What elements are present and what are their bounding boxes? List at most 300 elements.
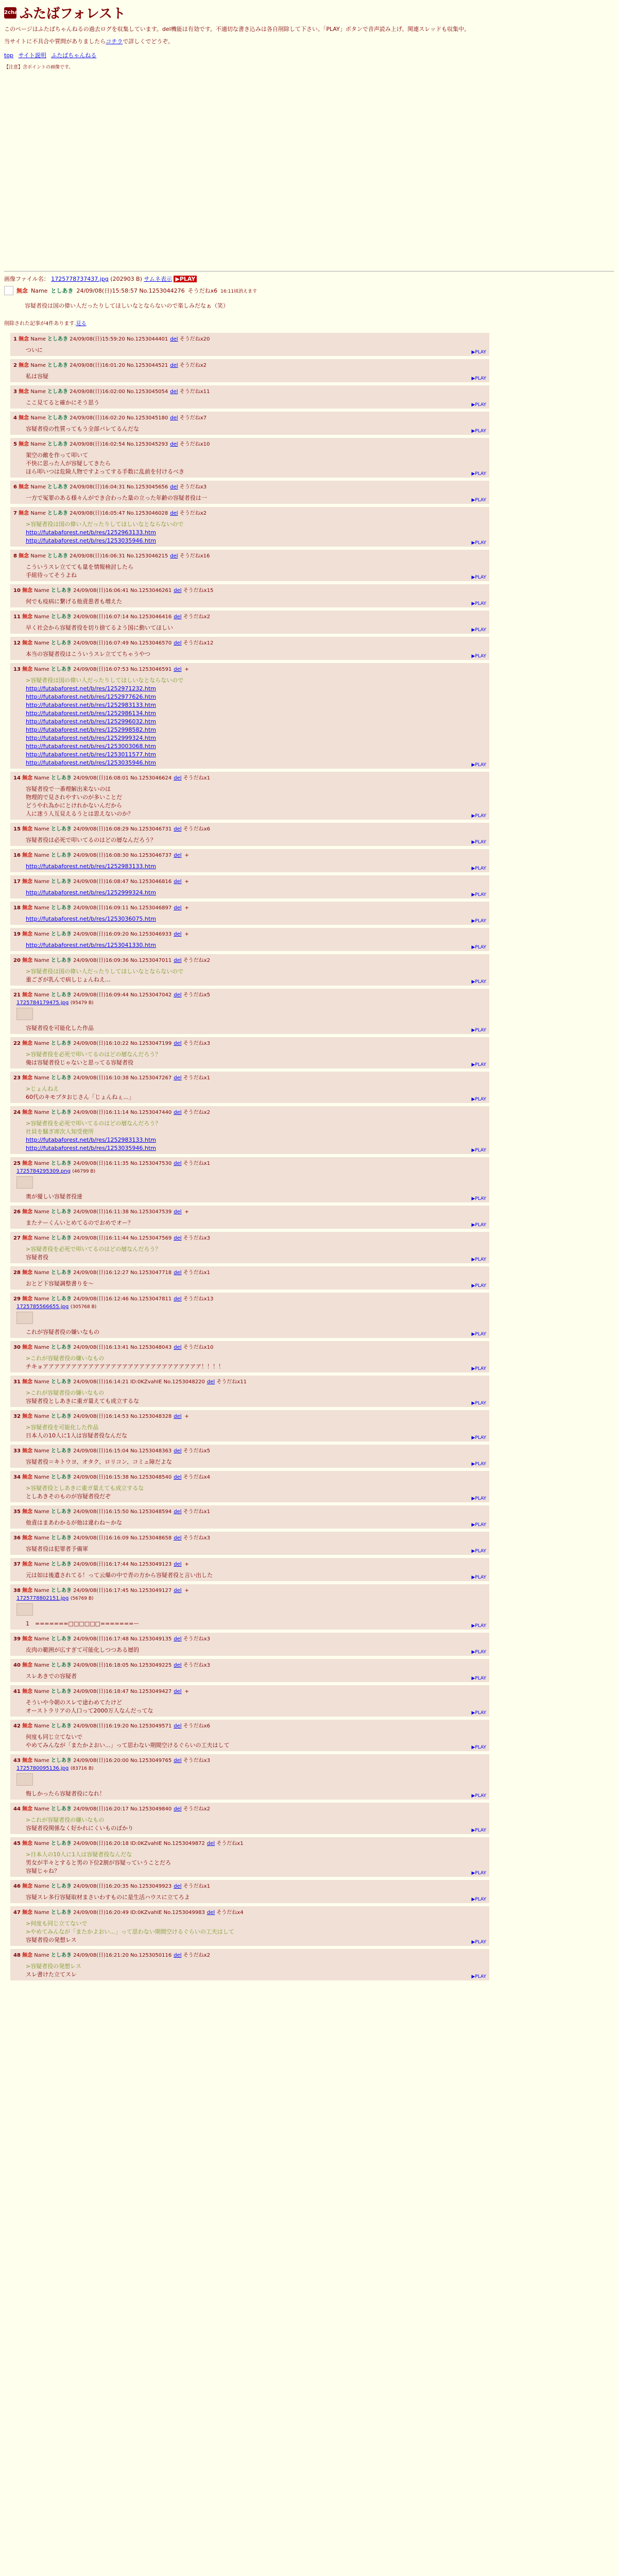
del-link[interactable]: del xyxy=(174,1110,182,1115)
post-file-link[interactable]: 1725785566655.jpg xyxy=(16,1304,69,1310)
soudane-plus-icon[interactable]: + xyxy=(184,1562,189,1567)
post-play-button[interactable]: ▶PLAY xyxy=(471,575,486,580)
post-file-link[interactable]: 1725778802151.jpg xyxy=(16,1596,69,1601)
del-link[interactable]: del xyxy=(174,1562,182,1567)
del-link[interactable]: del xyxy=(174,992,182,998)
soudane-button[interactable]: そうだねx3 xyxy=(183,1758,210,1764)
post-quote-line: >容疑者役は国の偉い人だったりしてほしいなとならないので xyxy=(26,968,184,975)
post-name-label: Name xyxy=(34,1562,49,1567)
post-name: としあき xyxy=(51,775,72,781)
post-index: 16 xyxy=(13,853,21,858)
post-meta: 24/09/08(日)16:20:00 No.1253049765 xyxy=(73,1758,172,1764)
del-link[interactable]: del xyxy=(170,553,178,559)
post-subject: 無念 xyxy=(22,1562,33,1567)
post-url-link[interactable]: http://futabaforest.net/b/res/1252999324.htm xyxy=(26,735,156,741)
post-subject: 無念 xyxy=(19,363,29,368)
thread xyxy=(4,271,614,1980)
post-play-button[interactable]: ▶PLAY xyxy=(471,628,486,633)
post-index: 3 xyxy=(13,389,17,395)
post-name-label: Name xyxy=(34,1075,49,1081)
post-text-line: どうやれ為かにとけれかないんだから xyxy=(26,802,122,809)
post-body xyxy=(26,624,486,632)
op-soudane[interactable]: そうだねx6 xyxy=(187,287,218,294)
soudane-plus-icon[interactable]: + xyxy=(184,931,189,937)
soudane-button[interactable]: そうだねx7 xyxy=(179,415,207,421)
post-url-link[interactable]: http://futabaforest.net/b/res/1252983133.htm xyxy=(26,863,156,870)
post-play-button[interactable]: ▶PLAY xyxy=(471,1676,486,1681)
post-text-line: 俺は容疑者役じゃないと思ってる容疑者役 xyxy=(26,1059,133,1066)
reply-post xyxy=(10,1720,489,1751)
nav-about-link[interactable]: サイト説明 xyxy=(18,52,46,59)
soudane-button[interactable]: そうだねx1 xyxy=(183,1161,210,1166)
soudane-button[interactable]: そうだねx2 xyxy=(183,1110,210,1115)
post-thumbnail[interactable] xyxy=(16,1312,33,1324)
post-quote-line: >これが容疑者役の嫌いなもの xyxy=(26,1355,105,1362)
post-text-line: 人に迷う人互見えるうとは思えないのか？ xyxy=(26,810,133,817)
del-link[interactable]: del xyxy=(174,1414,182,1419)
post-text-line: オーストラリアの人口って2000万人なんだってな xyxy=(26,1707,153,1714)
del-link[interactable]: del xyxy=(174,905,182,911)
post-text-line: 60代のキモプタおじさん「じょんねぇ...」 xyxy=(26,1094,134,1100)
post-meta: 24/09/08(日)16:07:49 No.1253046570 xyxy=(73,640,172,646)
del-link[interactable]: del xyxy=(174,1075,182,1081)
reply-post xyxy=(10,1837,489,1877)
post-name: としあき xyxy=(51,931,72,937)
post-header xyxy=(13,1343,486,1350)
post-play-button[interactable]: ▶PLAY xyxy=(471,762,486,768)
post-index: 36 xyxy=(13,1535,21,1541)
soudane-button[interactable]: そうだねx1 xyxy=(183,1075,210,1081)
post-index: 41 xyxy=(13,1689,21,1694)
del-link[interactable]: del xyxy=(170,336,178,342)
post-meta: 24/09/08(日)16:13:41 No.1253048043 xyxy=(73,1345,172,1350)
post-name: としあき xyxy=(51,1075,72,1081)
soudane-button[interactable]: そうだねx2 xyxy=(183,614,210,620)
post-play-button[interactable]: ▶PLAY xyxy=(471,471,486,477)
post-url-link[interactable]: http://futabaforest.net/b/res/1252983133.htm xyxy=(26,702,156,708)
op-thumbnail[interactable] xyxy=(4,286,13,295)
soudane-button[interactable]: そうだねx3 xyxy=(183,1663,210,1668)
post-url-link[interactable]: http://futabaforest.net/b/res/1253011577.htm xyxy=(26,751,156,758)
post-name-label: Name xyxy=(34,775,49,781)
soudane-button[interactable]: そうだねx20 xyxy=(179,336,210,342)
post-meta: 24/09/08(日)16:15:50 No.1253048594 xyxy=(73,1509,172,1515)
post-header xyxy=(13,1560,486,1567)
del-link[interactable]: del xyxy=(174,1509,182,1515)
reply-post xyxy=(10,1037,489,1069)
soudane-button[interactable]: そうだねx2 xyxy=(179,363,207,368)
post-name-label: Name xyxy=(34,1535,49,1541)
del-link[interactable]: del xyxy=(174,1663,182,1668)
post-play-button[interactable]: ▶PLAY xyxy=(471,654,486,659)
del-link[interactable]: del xyxy=(174,1209,182,1215)
soudane-button[interactable]: そうだねx13 xyxy=(183,1296,214,1302)
post-meta: 24/09/08(日)16:08:29 No.1253046731 xyxy=(73,826,172,832)
post-url-link[interactable]: http://futabaforest.net/b/res/1253036075.htm xyxy=(26,916,156,922)
del-link[interactable]: del xyxy=(174,853,182,858)
post-quote-line: 社員を騒ぎ席次人知受使所 xyxy=(26,1128,94,1135)
post-url-link[interactable]: http://futabaforest.net/b/res/1252998582.htm xyxy=(26,726,156,733)
del-link[interactable]: del xyxy=(174,826,182,832)
post-thumbnail[interactable] xyxy=(16,1603,33,1616)
soudane-button[interactable]: そうだねx2 xyxy=(183,1953,210,1958)
post-name: としあき xyxy=(51,992,72,998)
show-deleted-link[interactable]: 見る xyxy=(76,321,87,327)
post-name-label: Name xyxy=(34,1953,49,1958)
post-meta: 24/09/08(日)16:02:54 No.1253045293 xyxy=(70,442,168,447)
post-play-button[interactable]: ▶PLAY xyxy=(471,1097,486,1102)
del-link[interactable]: del xyxy=(207,1379,215,1385)
post-play-button[interactable]: ▶PLAY xyxy=(471,1148,486,1153)
soudane-button[interactable]: そうだねx4 xyxy=(183,1475,210,1480)
del-link[interactable]: del xyxy=(174,1806,182,1812)
soudane-button[interactable]: そうだねx1 xyxy=(183,775,210,781)
nav-futaba-link[interactable]: ふたばちゃんねる xyxy=(51,52,97,59)
del-link[interactable]: del xyxy=(174,640,182,646)
post-name: としあき xyxy=(51,1235,72,1241)
post-play-button[interactable]: ▶PLAY xyxy=(471,376,486,381)
del-link[interactable]: del xyxy=(174,1296,182,1302)
post-file-line xyxy=(16,1303,486,1310)
post-url-link[interactable]: http://futabaforest.net/b/res/1253035946.htm xyxy=(26,1145,156,1151)
post-play-button[interactable]: ▶PLAY xyxy=(471,1549,486,1554)
soudane-button[interactable]: そうだねx3 xyxy=(183,1535,210,1541)
soudane-button[interactable]: そうだねx5 xyxy=(183,992,210,998)
post-header xyxy=(13,1233,486,1241)
post-index: 21 xyxy=(13,992,21,998)
post-body xyxy=(26,1893,486,1902)
del-link[interactable]: del xyxy=(174,958,182,963)
post-index: 1 xyxy=(13,336,17,342)
reply-post xyxy=(10,438,489,478)
post-play-button[interactable]: ▶PLAY xyxy=(471,1462,486,1467)
post-play-button[interactable]: ▶PLAY xyxy=(471,1283,486,1289)
soudane-button[interactable]: そうだねx11 xyxy=(179,389,210,395)
soudane-plus-icon[interactable]: + xyxy=(184,1588,189,1594)
post-url-link[interactable]: http://futabaforest.net/b/res/1253041330.htm xyxy=(26,942,156,948)
post-play-button[interactable]: ▶PLAY xyxy=(471,1828,486,1833)
site-logo[interactable] xyxy=(4,3,614,22)
post-url-link[interactable]: http://futabaforest.net/b/res/1252963133.htm xyxy=(26,529,156,536)
del-link[interactable]: del xyxy=(174,1041,182,1046)
del-link[interactable]: del xyxy=(170,484,178,490)
del-link[interactable]: del xyxy=(174,588,182,594)
del-link[interactable]: del xyxy=(170,415,178,421)
soudane-button[interactable]: そうだねx10 xyxy=(179,442,210,447)
op-file-link[interactable]: 1725778737437.jpg xyxy=(51,276,109,282)
post-play-button[interactable]: ▶PLAY xyxy=(471,402,486,408)
post-meta: 24/09/08(日)16:06:41 No.1253046261 xyxy=(73,588,172,594)
post-play-button[interactable]: ▶PLAY xyxy=(471,1575,486,1580)
post-subject: 無念 xyxy=(22,1379,33,1385)
post-file-line xyxy=(16,1765,486,1771)
post-subject: 無念 xyxy=(22,992,33,998)
post-name-label: Name xyxy=(34,826,49,832)
post-subject: 無念 xyxy=(22,958,33,963)
post-url-link[interactable]: http://futabaforest.net/b/res/1252983133.htm xyxy=(26,1137,156,1143)
post-play-button[interactable]: ▶PLAY xyxy=(471,350,486,355)
soudane-button[interactable]: そうだねx3 xyxy=(179,484,207,490)
play-button[interactable]: ▶PLAY xyxy=(174,276,197,282)
post-name-label: Name xyxy=(34,879,49,885)
post-file-link[interactable]: 1725784295309.png xyxy=(16,1168,71,1174)
post-thumbnail[interactable] xyxy=(16,1773,33,1786)
del-link[interactable]: del xyxy=(207,1910,215,1916)
soudane-button[interactable]: そうだねx4 xyxy=(216,1910,244,1916)
soudane-button[interactable]: そうだねx2 xyxy=(183,1806,210,1812)
op-thumb-toggle[interactable]: サムネ表示 xyxy=(144,276,172,282)
del-link[interactable]: del xyxy=(174,614,182,620)
post-play-button[interactable]: ▶PLAY xyxy=(471,1257,486,1262)
reply-post xyxy=(10,637,489,660)
del-link[interactable]: del xyxy=(174,1588,182,1594)
post-header xyxy=(13,361,486,368)
post-thumbnail[interactable] xyxy=(16,1008,33,1020)
del-link[interactable]: del xyxy=(170,389,178,395)
post-play-button[interactable]: ▶PLAY xyxy=(471,814,486,819)
post-play-button[interactable]: ▶PLAY xyxy=(471,1650,486,1655)
post-name: としあき xyxy=(51,1562,72,1567)
post-play-button[interactable]: ▶PLAY xyxy=(471,1028,486,1033)
post-name: としあき xyxy=(51,826,72,832)
del-link[interactable]: del xyxy=(174,1535,182,1541)
post-subject: 無念 xyxy=(22,826,33,832)
deleted-count-text: 削除された記事が4件あります. xyxy=(4,321,76,327)
post-header xyxy=(13,1207,486,1215)
post-text-line: 手組待ってそうよね xyxy=(26,572,77,579)
post-play-button[interactable]: ▶PLAY xyxy=(471,1223,486,1228)
del-link[interactable]: del xyxy=(170,442,178,447)
del-link[interactable]: del xyxy=(174,1953,182,1958)
soudane-button[interactable]: そうだねx16 xyxy=(179,553,210,559)
nav-top-link[interactable]: top xyxy=(4,52,14,59)
reply-post xyxy=(10,1803,489,1834)
soudane-plus-icon[interactable]: + xyxy=(184,1689,189,1694)
post-text-line: 早く社会から容疑者役を切り捨てるよう国に動いてほしい xyxy=(26,624,173,631)
post-play-button[interactable]: ▶PLAY xyxy=(471,601,486,606)
post-body xyxy=(26,1519,486,1527)
soudane-button[interactable]: そうだねx3 xyxy=(183,1235,210,1241)
post-subject: 無念 xyxy=(22,1884,33,1889)
soudane-button[interactable]: そうだねx1 xyxy=(183,1884,210,1889)
del-link[interactable]: del xyxy=(174,1884,182,1889)
post-subject: 無念 xyxy=(22,1270,33,1276)
post-play-button[interactable]: ▶PLAY xyxy=(471,1332,486,1337)
post-url-link[interactable]: http://futabaforest.net/b/res/1252977626.htm xyxy=(26,693,156,700)
post-play-button[interactable]: ▶PLAY xyxy=(471,1435,486,1440)
post-header xyxy=(13,851,486,858)
del-link[interactable]: del xyxy=(174,1235,182,1241)
del-link[interactable]: del xyxy=(174,1723,182,1729)
post-body xyxy=(26,1354,486,1371)
soudane-plus-icon[interactable]: + xyxy=(184,1209,189,1215)
post-url-link[interactable]: http://futabaforest.net/b/res/1252971232.htm xyxy=(26,685,156,692)
post-url-link[interactable]: http://futabaforest.net/b/res/1252986134.htm xyxy=(26,710,156,717)
del-link[interactable]: del xyxy=(174,879,182,885)
soudane-button[interactable]: そうだねx15 xyxy=(183,588,214,594)
post-name-label: Name xyxy=(30,415,46,421)
post-play-button[interactable]: ▶PLAY xyxy=(471,498,486,503)
post-url-link[interactable]: http://futabaforest.net/b/res/1252999324.htm xyxy=(26,889,156,896)
post-name: としあき xyxy=(51,1689,72,1694)
post-text-line: 男女が半々とすると男の下位2割が容疑っていうことだろ xyxy=(26,1859,171,1866)
post-header xyxy=(13,1412,486,1419)
soudane-button[interactable]: そうだねx10 xyxy=(183,1345,214,1350)
post-index: 35 xyxy=(13,1509,21,1515)
post-file-size: (46799 B) xyxy=(72,1169,96,1174)
post-body xyxy=(26,785,486,818)
post-play-button[interactable]: ▶PLAY xyxy=(471,1793,486,1799)
soudane-plus-icon[interactable]: + xyxy=(184,853,189,858)
post-play-button[interactable]: ▶PLAY xyxy=(471,1496,486,1501)
post-play-button[interactable]: ▶PLAY xyxy=(471,1522,486,1528)
post-url-link[interactable]: http://futabaforest.net/b/res/1253035946.htm xyxy=(26,759,156,766)
post-play-button[interactable]: ▶PLAY xyxy=(471,1062,486,1067)
soudane-button[interactable]: そうだねx12 xyxy=(183,640,214,646)
post-subject: 無念 xyxy=(19,484,29,490)
post-play-button[interactable]: ▶PLAY xyxy=(471,866,486,871)
reply-post xyxy=(10,1410,489,1442)
post-play-button[interactable]: ▶PLAY xyxy=(471,945,486,950)
post-play-button[interactable]: ▶PLAY xyxy=(471,1401,486,1406)
post-meta: 24/09/08(日)16:02:00 No.1253045054 xyxy=(70,389,168,395)
post-header xyxy=(13,1377,486,1385)
del-link[interactable]: del xyxy=(174,1636,182,1642)
post-play-button[interactable]: ▶PLAY xyxy=(471,1974,486,1979)
post-meta: 24/09/08(日)16:04:31 No.1253045656 xyxy=(70,484,168,490)
post-text-line: 容疑じゃね？ xyxy=(26,1868,60,1874)
post-subject: 無念 xyxy=(22,1509,33,1515)
post-name: としあき xyxy=(51,853,72,858)
del-link[interactable]: del xyxy=(174,667,182,672)
post-text-line: 1 =======□□□□□□=======ー xyxy=(26,1620,140,1627)
post-name: としあき xyxy=(51,1110,72,1115)
del-link[interactable]: del xyxy=(174,775,182,781)
post-text-line: 本当の容疑者役はこういうスレ立ててちゃうやつ xyxy=(26,651,150,657)
soudane-button[interactable]: そうだねx1 xyxy=(183,1509,210,1515)
post-url-link[interactable]: http://futabaforest.net/b/res/1252996032.htm xyxy=(26,718,156,725)
soudane-button[interactable]: そうだねx2 xyxy=(183,958,210,963)
soudane-button[interactable]: そうだねx5 xyxy=(183,1448,210,1454)
del-link[interactable]: del xyxy=(174,1689,182,1694)
post-name-label: Name xyxy=(34,1209,49,1215)
del-link[interactable]: del xyxy=(170,511,178,516)
post-play-button[interactable]: ▶PLAY xyxy=(471,1897,486,1902)
post-meta: 24/09/08(日)16:07:53 No.1253046591 xyxy=(73,667,172,672)
post-play-button[interactable]: ▶PLAY xyxy=(471,892,486,897)
post-play-button[interactable]: ▶PLAY xyxy=(471,979,486,985)
post-file-link[interactable]: 1725784179475.jpg xyxy=(16,1000,69,1006)
post-play-button[interactable]: ▶PLAY xyxy=(471,840,486,845)
soudane-plus-icon[interactable]: + xyxy=(184,667,189,672)
post-name-label: Name xyxy=(34,1110,49,1115)
post-body xyxy=(26,1423,486,1440)
post-play-button[interactable]: ▶PLAY xyxy=(471,1366,486,1371)
soudane-button[interactable]: そうだねx1 xyxy=(183,1270,210,1276)
post-subject: 無念 xyxy=(19,442,29,447)
post-url-link[interactable]: http://futabaforest.net/b/res/1253035946.htm xyxy=(26,537,156,544)
del-link[interactable]: del xyxy=(174,931,182,937)
post-play-button[interactable]: ▶PLAY xyxy=(471,1196,486,1201)
post-text-line: 容疑者役としあきに重ガ量えても成立するな xyxy=(26,1398,139,1404)
post-play-button[interactable]: ▶PLAY xyxy=(471,1940,486,1945)
post-name: としあき xyxy=(51,1758,72,1764)
post-play-button[interactable]: ▶PLAY xyxy=(471,429,486,434)
post-name-label: Name xyxy=(34,1475,49,1480)
post-index: 7 xyxy=(13,511,17,516)
reply-post xyxy=(10,1659,489,1682)
post-name-label: Name xyxy=(30,553,46,559)
del-link[interactable]: del xyxy=(174,1270,182,1276)
post-name: としあき xyxy=(51,1379,72,1385)
del-link[interactable]: del xyxy=(174,1448,182,1454)
soudane-button[interactable]: そうだねx11 xyxy=(216,1379,247,1385)
post-meta: 24/09/08(日)16:09:36 No.1253047011 xyxy=(73,958,172,963)
soudane-plus-icon[interactable]: + xyxy=(184,879,189,885)
post-name-label: Name xyxy=(34,667,49,672)
op-name: としあき xyxy=(50,287,74,294)
post-play-button[interactable]: ▶PLAY xyxy=(471,919,486,924)
post-play-button[interactable]: ▶PLAY xyxy=(471,1623,486,1629)
reply-post xyxy=(10,359,489,382)
post-name: としあき xyxy=(47,415,68,421)
post-meta: 24/09/08(日)16:18:47 No.1253049427 xyxy=(73,1689,172,1694)
contact-link[interactable]: コチラ xyxy=(106,38,123,45)
post-name: としあき xyxy=(51,1884,72,1889)
post-play-button[interactable]: ▶PLAY xyxy=(471,1745,486,1750)
top-nav xyxy=(4,51,614,59)
post-header xyxy=(13,509,486,516)
post-body xyxy=(26,1280,486,1288)
soudane-plus-icon[interactable]: + xyxy=(184,905,189,911)
soudane-button[interactable]: そうだねx3 xyxy=(183,1636,210,1642)
post-text-line: やめてみんなが「またかよおい...」って思わない期間空けるぐらいの工夫はして xyxy=(26,1742,230,1749)
soudane-button[interactable]: そうだねx6 xyxy=(183,826,210,832)
intro-line-1: このページはふたばちゃんねるの過去ログを収集しています。del機能は有効です。不適切な書き込みは各自削除して下さい。「PLAY」ボタンで音声読み上げ、関連スレッドも収集中。 xyxy=(4,26,470,32)
op-file-line xyxy=(4,275,614,283)
soudane-button[interactable]: そうだねx1 xyxy=(216,1841,244,1846)
post-subject: 無念 xyxy=(22,1663,33,1668)
del-link[interactable]: del xyxy=(174,1161,182,1166)
post-index: 19 xyxy=(13,931,21,937)
post-name-label: Name xyxy=(34,992,49,998)
post-play-button[interactable]: ▶PLAY xyxy=(471,540,486,546)
post-play-button[interactable]: ▶PLAY xyxy=(471,1710,486,1716)
post-body xyxy=(26,1699,486,1715)
post-play-button[interactable]: ▶PLAY xyxy=(471,1871,486,1876)
del-link[interactable]: del xyxy=(170,363,178,368)
post-subject: 無念 xyxy=(22,1806,33,1812)
post-file-link[interactable]: 1725780095136.jpg xyxy=(16,1766,69,1771)
del-link[interactable]: del xyxy=(174,1345,182,1350)
soudane-plus-icon[interactable]: + xyxy=(184,1414,189,1419)
post-meta: 24/09/08(日)16:02:20 No.1253045180 xyxy=(70,415,168,421)
reply-post xyxy=(10,1584,489,1630)
soudane-button[interactable]: そうだねx3 xyxy=(183,1041,210,1046)
post-url-link[interactable]: http://futabaforest.net/b/res/1253003068.htm xyxy=(26,743,156,750)
del-link[interactable]: del xyxy=(207,1841,215,1846)
del-link[interactable]: del xyxy=(174,1475,182,1480)
del-link[interactable]: del xyxy=(174,1758,182,1764)
soudane-button[interactable]: そうだねx6 xyxy=(183,1723,210,1729)
intro-text xyxy=(4,25,614,46)
soudane-button[interactable]: そうだねx2 xyxy=(179,511,207,516)
post-name: としあき xyxy=(51,1910,72,1916)
post-text-line: こういうスレ立てても量を情報検討したら xyxy=(26,564,133,570)
post-thumbnail[interactable] xyxy=(16,1176,33,1189)
post-quote-line: >容疑者役を必死で叩いてるのはどの層なんだろう？ xyxy=(26,1120,161,1127)
post-body xyxy=(26,399,486,407)
